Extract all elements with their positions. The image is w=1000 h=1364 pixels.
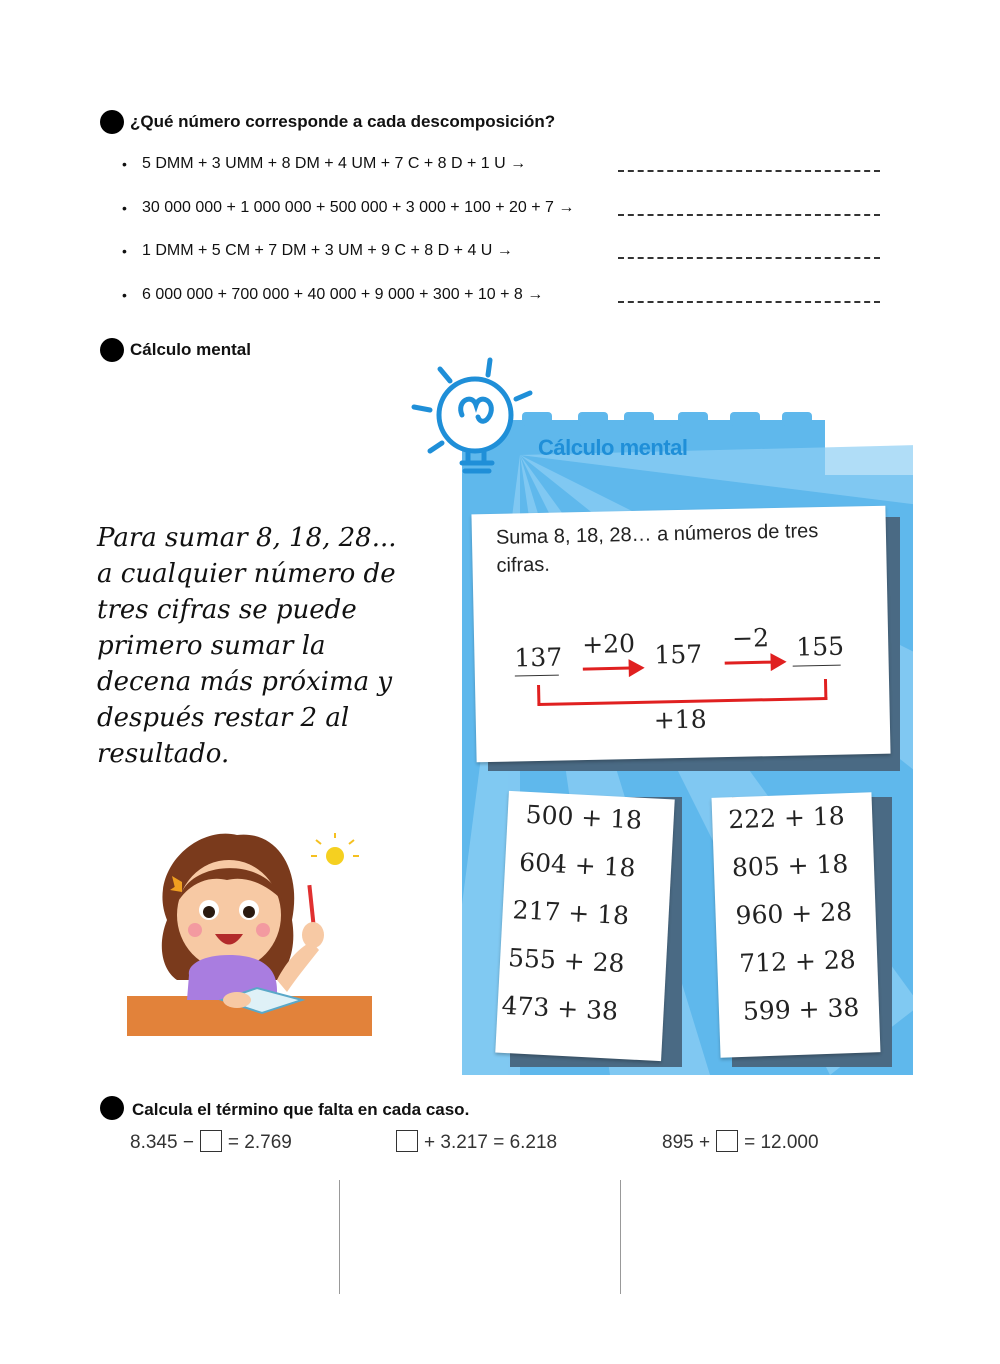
- answer-line-4[interactable]: [618, 301, 880, 303]
- decomposition-item-4: 6 000 000 + 700 000 + 40 000 + 9 000 + 300 + 10 + 8 →: [142, 286, 544, 303]
- answer-box-1[interactable]: [200, 1130, 222, 1152]
- exercise-item: 604 + 18: [518, 847, 637, 883]
- left-exercise-card: [495, 791, 674, 1061]
- section3-title: Calcula el término que falta en cada caso.: [132, 1100, 470, 1119]
- exercise-item: 473 + 38: [500, 990, 619, 1026]
- equation-1: [130, 1130, 292, 1154]
- decomposition-item-1: 5 DMM + 3 UMM + 8 DM + 4 UM + 7 C + 8 D + 1 U →: [142, 155, 527, 172]
- equation-1-right: = 2.769: [227, 1132, 292, 1153]
- answer-box-3[interactable]: [716, 1130, 738, 1152]
- red-arrow-icon: [724, 653, 786, 677]
- equation-2-right: + 3.217 = 6.218: [424, 1132, 558, 1153]
- column-divider: [620, 1180, 621, 1294]
- equation-3: [662, 1130, 819, 1154]
- exercise-item: 599 + 38: [742, 992, 860, 1026]
- answer-line-3[interactable]: [618, 257, 880, 259]
- equation-2: [390, 1130, 557, 1154]
- exercise-item: 960 + 28: [735, 897, 853, 931]
- section1-title: ¿Qué número corresponde a cada descomposición?: [130, 112, 556, 131]
- mental-math-panel: [410, 355, 920, 1077]
- exercise-item: 712 + 28: [738, 944, 857, 978]
- exercise-item: 500 + 18: [525, 799, 643, 835]
- section-bullet: [100, 110, 124, 134]
- red-bracket: [537, 679, 827, 706]
- bullet-dot: •: [122, 200, 127, 216]
- example-text: Suma 8, 18, 28… a números de tres cifras.: [495, 520, 819, 577]
- panel-header: Cálculo mental: [538, 435, 688, 460]
- underline: [793, 665, 841, 667]
- example-total: +18: [653, 704, 707, 735]
- bullet-dot: •: [122, 243, 127, 259]
- example-end: 155: [795, 631, 845, 662]
- exercise-item: 555 + 28: [507, 943, 626, 979]
- section-bullet: [100, 1096, 124, 1120]
- answer-box-2[interactable]: [396, 1130, 418, 1152]
- right-exercise-card: [712, 792, 881, 1057]
- example-step1: +20: [581, 628, 636, 660]
- exercise-item: 217 + 18: [511, 895, 630, 931]
- exercise-item: 805 + 18: [731, 849, 849, 883]
- section2-title: Cálculo mental: [130, 340, 251, 359]
- red-arrow-icon: [583, 659, 645, 683]
- bullet-dot: •: [122, 156, 127, 172]
- explanation-text: Para sumar 8, 18, 28... a cualquier número de tres cifras se puede primero sumar la decena más próxima y después restar 2 al resultado.: [97, 523, 397, 769]
- girl-reading-illustration: [127, 830, 375, 1040]
- equation-3-right: = 12.000: [744, 1132, 819, 1153]
- answer-line-1[interactable]: [618, 170, 880, 172]
- exercise-item: 222 + 18: [727, 801, 846, 835]
- example-step2: −2: [731, 623, 770, 653]
- underline: [515, 675, 559, 677]
- decomposition-item-3: 1 DMM + 5 CM + 7 DM + 3 UM + 9 C + 8 D + 4 U →: [142, 242, 513, 259]
- column-divider: [339, 1180, 340, 1294]
- bullet-dot: •: [122, 287, 127, 303]
- example-middle: 157: [654, 639, 703, 670]
- section-bullet: [100, 338, 124, 362]
- decomposition-item-2: 30 000 000 + 1 000 000 + 500 000 + 3 000 + 100 + 20 + 7 →: [142, 199, 575, 216]
- equation-3-left: 895 +: [662, 1132, 711, 1153]
- example-card: [471, 506, 890, 763]
- example-start: 137: [514, 642, 563, 673]
- equation-1-left: 8.345 −: [130, 1132, 194, 1153]
- answer-line-2[interactable]: [618, 214, 880, 216]
